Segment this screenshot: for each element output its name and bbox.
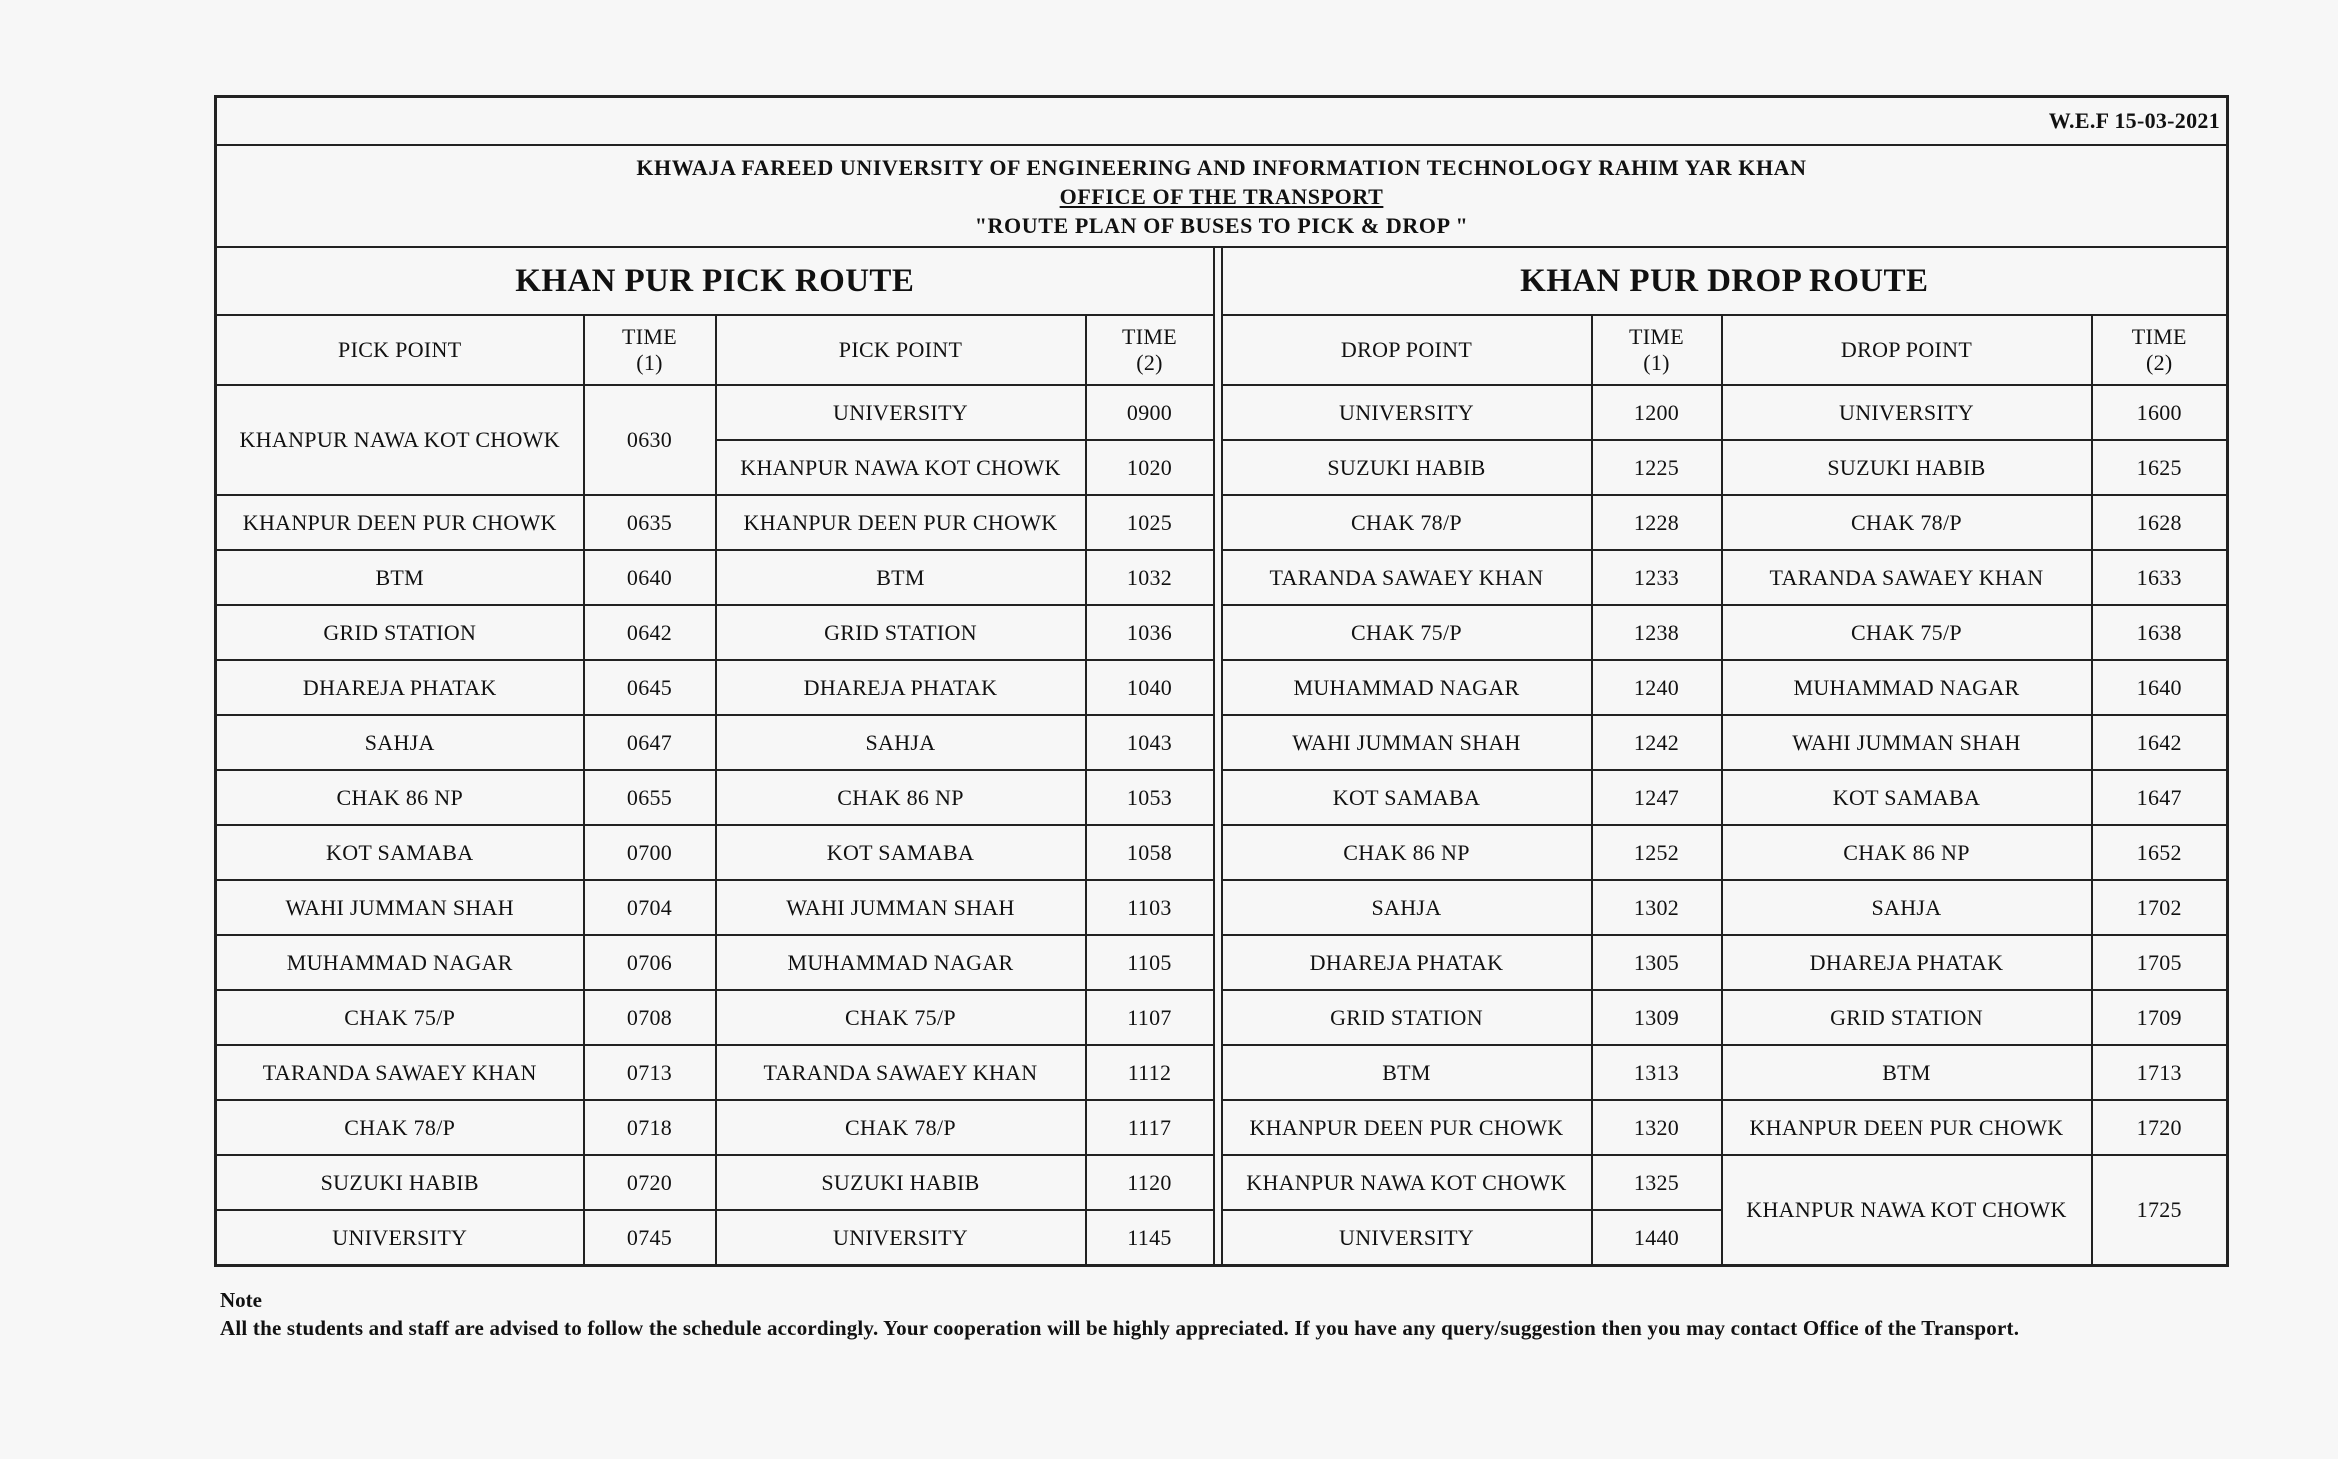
drop-time-2: 1647	[2092, 770, 2228, 825]
route-plan-sheet	[214, 95, 2226, 1267]
pick-time-2: 1117	[1086, 1100, 1214, 1155]
pick-time-1: 0647	[584, 715, 716, 770]
pick-route-title: KHAN PUR PICK ROUTE	[216, 247, 1214, 315]
pick-point-1: CHAK 75/P	[216, 990, 584, 1045]
table-row	[216, 1155, 2228, 1210]
pick-time1-header: TIME (1)	[584, 315, 716, 385]
drop-time-2: 1600	[2092, 385, 2228, 440]
pick-time-1: 0642	[584, 605, 716, 660]
pick-point-2: CHAK 78/P	[716, 1100, 1086, 1155]
drop-time-1: 1302	[1592, 880, 1722, 935]
pick-time-2: 1043	[1086, 715, 1214, 770]
drop-time-2: 1642	[2092, 715, 2228, 770]
pick-point-2: UNIVERSITY	[716, 1210, 1086, 1266]
divider	[1214, 440, 1222, 495]
pick-point-2: SAHJA	[716, 715, 1086, 770]
table-row	[216, 1045, 2228, 1100]
drop-point-2: MUHAMMAD NAGAR	[1722, 660, 2092, 715]
note-text: All the students and staff are advised to follow the schedule accordingly. Your cooperation will be highly appreciated. If you have any query/suggestion then you may contact Office of the Transport.	[220, 1316, 2020, 1340]
drop-time-1: 1252	[1592, 825, 1722, 880]
table-row	[216, 550, 2228, 605]
drop-point-1: DHAREJA PHATAK	[1222, 935, 1592, 990]
drop-point-2: GRID STATION	[1722, 990, 2092, 1045]
drop-time-1: 1200	[1592, 385, 1722, 440]
drop-point-1: KOT SAMABA	[1222, 770, 1592, 825]
pick-point-2: KOT SAMABA	[716, 825, 1086, 880]
drop-point-1: UNIVERSITY	[1222, 1210, 1592, 1266]
drop-point-header-2: DROP POINT	[1722, 315, 2092, 385]
divider	[1214, 935, 1222, 990]
drop-time-1: 1228	[1592, 495, 1722, 550]
divider	[1214, 1100, 1222, 1155]
pick-point-1: UNIVERSITY	[216, 1210, 584, 1266]
pick-point-1: DHAREJA PHATAK	[216, 660, 584, 715]
pick-point-2: DHAREJA PHATAK	[716, 660, 1086, 715]
pick-time-1: 0704	[584, 880, 716, 935]
divider	[1214, 495, 1222, 550]
drop-point-1: BTM	[1222, 1045, 1592, 1100]
pick-time-2: 1025	[1086, 495, 1214, 550]
drop-time-1: 1309	[1592, 990, 1722, 1045]
pick-point-2: WAHI JUMMAN SHAH	[716, 880, 1086, 935]
drop-point-2: TARANDA SAWAEY KHAN	[1722, 550, 2092, 605]
pick-time2-header: TIME (2)	[1086, 315, 1214, 385]
table-row	[216, 880, 2228, 935]
pick-point-1: GRID STATION	[216, 605, 584, 660]
pick-point-2: UNIVERSITY	[716, 385, 1086, 440]
table-row	[216, 1100, 2228, 1155]
pick-time-1: 0630	[584, 385, 716, 495]
drop-time-2: 1633	[2092, 550, 2228, 605]
drop-time-1: 1320	[1592, 1100, 1722, 1155]
pick-point-2: TARANDA SAWAEY KHAN	[716, 1045, 1086, 1100]
drop-point-1: CHAK 75/P	[1222, 605, 1592, 660]
divider	[1214, 770, 1222, 825]
drop-point-2: CHAK 86 NP	[1722, 825, 2092, 880]
drop-point-header: DROP POINT	[1222, 315, 1592, 385]
divider	[1214, 1210, 1222, 1266]
pick-time-2: 0900	[1086, 385, 1214, 440]
university-name: KHWAJA FAREED UNIVERSITY OF ENGINEERING AND INFORMATION TECHNOLOGY RAHIM YAR KHAN	[636, 154, 1807, 180]
drop-time-1: 1225	[1592, 440, 1722, 495]
divider	[1214, 715, 1222, 770]
table-row	[216, 825, 2228, 880]
pick-time-1: 0645	[584, 660, 716, 715]
divider	[1214, 385, 1222, 440]
drop-time-1: 1440	[1592, 1210, 1722, 1266]
drop-point-1: KHANPUR DEEN PUR CHOWK	[1222, 1100, 1592, 1155]
pick-time-1: 0718	[584, 1100, 716, 1155]
pick-point-2: CHAK 75/P	[716, 990, 1086, 1045]
drop-point-1: MUHAMMAD NAGAR	[1222, 660, 1592, 715]
note-title: Note	[220, 1288, 262, 1312]
drop-point-2: KHANPUR NAWA KOT CHOWK	[1722, 1155, 2092, 1266]
drop-point-1: SUZUKI HABIB	[1222, 440, 1592, 495]
drop-time-1: 1233	[1592, 550, 1722, 605]
drop-point-1: KHANPUR NAWA KOT CHOWK	[1222, 1155, 1592, 1210]
drop-point-2: KHANPUR DEEN PUR CHOWK	[1722, 1100, 2092, 1155]
pick-time-2: 1053	[1086, 770, 1214, 825]
pick-time-1: 0720	[584, 1155, 716, 1210]
drop-point-1: CHAK 78/P	[1222, 495, 1592, 550]
pick-time-1: 0708	[584, 990, 716, 1045]
drop-time-2: 1638	[2092, 605, 2228, 660]
divider	[1214, 550, 1222, 605]
divider	[1214, 247, 1222, 315]
pick-time-1: 0655	[584, 770, 716, 825]
drop-point-2: WAHI JUMMAN SHAH	[1722, 715, 2092, 770]
drop-route-title: KHAN PUR DROP ROUTE	[1222, 247, 2228, 315]
drop-point-1: GRID STATION	[1222, 990, 1592, 1045]
drop-time-2: 1625	[2092, 440, 2228, 495]
divider	[1214, 1155, 1222, 1210]
pick-point-1: SAHJA	[216, 715, 584, 770]
drop-point-1: UNIVERSITY	[1222, 385, 1592, 440]
pick-time-1: 0706	[584, 935, 716, 990]
pick-time-2: 1103	[1086, 880, 1214, 935]
drop-time-2: 1709	[2092, 990, 2228, 1045]
divider	[1214, 990, 1222, 1045]
pick-point-1: KHANPUR NAWA KOT CHOWK	[216, 385, 584, 495]
drop-point-2: SAHJA	[1722, 880, 2092, 935]
table-row	[216, 660, 2228, 715]
pick-point-1: CHAK 78/P	[216, 1100, 584, 1155]
pick-time-1: 0635	[584, 495, 716, 550]
pick-point-2: BTM	[716, 550, 1086, 605]
pick-time-2: 1145	[1086, 1210, 1214, 1266]
drop-time-1: 1240	[1592, 660, 1722, 715]
pick-time-2: 1112	[1086, 1045, 1214, 1100]
drop-time-2: 1628	[2092, 495, 2228, 550]
pick-time-2: 1032	[1086, 550, 1214, 605]
pick-time-2: 1107	[1086, 990, 1214, 1045]
table-row	[216, 495, 2228, 550]
pick-point-1: MUHAMMAD NAGAR	[216, 935, 584, 990]
pick-time-1: 0640	[584, 550, 716, 605]
pick-point-2: KHANPUR DEEN PUR CHOWK	[716, 495, 1086, 550]
pick-time-1: 0745	[584, 1210, 716, 1266]
pick-point-1: KHANPUR DEEN PUR CHOWK	[216, 495, 584, 550]
pick-time-2: 1120	[1086, 1155, 1214, 1210]
document-header	[216, 145, 2228, 247]
drop-point-2: CHAK 75/P	[1722, 605, 2092, 660]
effective-date: W.E.F 15-03-2021	[216, 97, 2228, 146]
drop-point-1: TARANDA SAWAEY KHAN	[1222, 550, 1592, 605]
table-row	[216, 605, 2228, 660]
pick-time-2: 1105	[1086, 935, 1214, 990]
pick-point-2: MUHAMMAD NAGAR	[716, 935, 1086, 990]
pick-point-header-2: PICK POINT	[716, 315, 1086, 385]
pick-time-2: 1040	[1086, 660, 1214, 715]
table-row	[216, 935, 2228, 990]
drop-time-1: 1238	[1592, 605, 1722, 660]
divider	[1214, 605, 1222, 660]
table-row	[216, 770, 2228, 825]
drop-time-1: 1325	[1592, 1155, 1722, 1210]
pick-point-header: PICK POINT	[216, 315, 584, 385]
pick-point-1: BTM	[216, 550, 584, 605]
pick-point-2: KHANPUR NAWA KOT CHOWK	[716, 440, 1086, 495]
drop-point-1: CHAK 86 NP	[1222, 825, 1592, 880]
route-table	[214, 95, 2229, 1267]
drop-time-2: 1652	[2092, 825, 2228, 880]
pick-point-2: CHAK 86 NP	[716, 770, 1086, 825]
drop-time-2: 1720	[2092, 1100, 2228, 1155]
drop-time-2: 1640	[2092, 660, 2228, 715]
drop-point-2: UNIVERSITY	[1722, 385, 2092, 440]
divider	[1214, 660, 1222, 715]
table-row	[216, 385, 2228, 440]
drop-time-2: 1725	[2092, 1155, 2228, 1266]
pick-point-2: SUZUKI HABIB	[716, 1155, 1086, 1210]
office-name: OFFICE OF THE TRANSPORT	[1059, 183, 1384, 209]
pick-point-1: TARANDA SAWAEY KHAN	[216, 1045, 584, 1100]
pick-point-1: CHAK 86 NP	[216, 770, 584, 825]
divider	[1214, 825, 1222, 880]
drop-time2-header: TIME (2)	[2092, 315, 2228, 385]
pick-point-2: GRID STATION	[716, 605, 1086, 660]
drop-time-2: 1705	[2092, 935, 2228, 990]
drop-time-1: 1247	[1592, 770, 1722, 825]
pick-time-2: 1058	[1086, 825, 1214, 880]
table-row	[216, 715, 2228, 770]
divider	[1214, 1045, 1222, 1100]
pick-time-1: 0700	[584, 825, 716, 880]
drop-point-2: SUZUKI HABIB	[1722, 440, 2092, 495]
drop-point-2: BTM	[1722, 1045, 2092, 1100]
drop-point-1: SAHJA	[1222, 880, 1592, 935]
drop-time-1: 1305	[1592, 935, 1722, 990]
drop-time1-header: TIME (1)	[1592, 315, 1722, 385]
drop-time-2: 1713	[2092, 1045, 2228, 1100]
pick-point-1: WAHI JUMMAN SHAH	[216, 880, 584, 935]
pick-time-2: 1020	[1086, 440, 1214, 495]
divider	[1214, 880, 1222, 935]
drop-point-2: DHAREJA PHATAK	[1722, 935, 2092, 990]
drop-point-1: WAHI JUMMAN SHAH	[1222, 715, 1592, 770]
drop-time-1: 1313	[1592, 1045, 1722, 1100]
drop-time-1: 1242	[1592, 715, 1722, 770]
pick-point-1: SUZUKI HABIB	[216, 1155, 584, 1210]
pick-time-1: 0713	[584, 1045, 716, 1100]
pick-point-1: KOT SAMABA	[216, 825, 584, 880]
drop-point-2: KOT SAMABA	[1722, 770, 2092, 825]
plan-title: "ROUTE PLAN OF BUSES TO PICK & DROP "	[974, 212, 1469, 238]
divider	[1214, 315, 1222, 385]
drop-point-2: CHAK 78/P	[1722, 495, 2092, 550]
table-row	[216, 990, 2228, 1045]
pick-time-2: 1036	[1086, 605, 1214, 660]
drop-time-2: 1702	[2092, 880, 2228, 935]
